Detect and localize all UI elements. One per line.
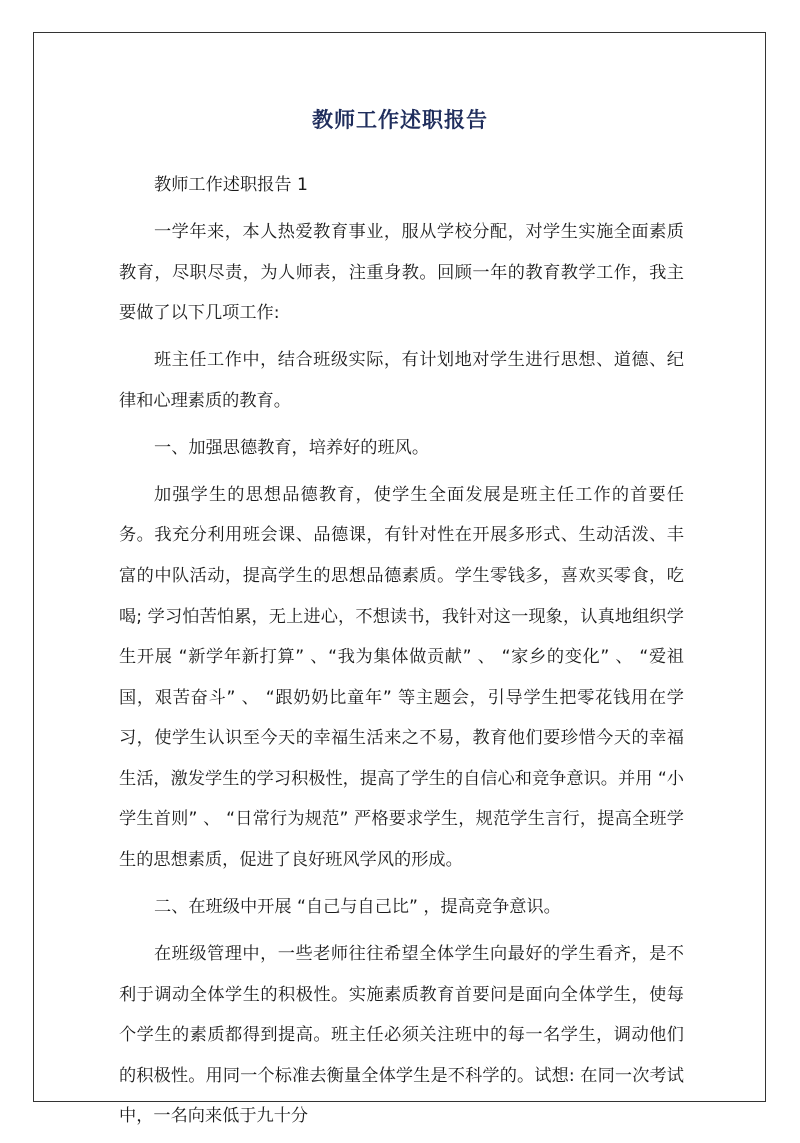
paragraph: 加强学生的思想品德教育，使学生全面发展是班主任工作的首要任务。我充分利用班会课、品德课，有针对性在开展多形式、生动活泼、丰富的中队活动，提高学生的思想品德素质。学生零钱多，喜欢买零食，吃喝; 学习怕苦怕累，无上进心，不想读书，我针对这一现象，认真地组织学生开展 “新学年新打算” 、“我为集体做贡献” 、 “家乡的变化” 、 “爱祖国，艰苦奋斗” 、 “跟奶奶比童年” 等主题会，引导学生把零花钱用在学习，使学生认识至今天的幸福生活来之不易，教育他们要珍惜今天的幸福生活，激发学生的学习积极性，提高了学生的自信心和竞争意识。并用 “小学生首则” 、 “日常行为规范” 严格要求学生，规范学生言行，提高全班学生的思想素质，促进了良好班风学风的形成。 [119,484,684,871]
paragraph: 一学年来，本人热爱教育事业，服从学校分配，对学生实施全面素质教育，尽职尽责，为人师表，注重身教。回顾一年的教育教学工作，我主要做了以下几项工作: [119,221,684,324]
document-body [119,165,684,1143]
section-heading: 教师工作述职报告 1 [154,175,308,195]
subheading: 二、在班级中开展 “自己与自己比” ，提高竞争意识。 [154,897,561,918]
subheading: 一、加强思德教育，培养好的班风。 [154,437,430,458]
paragraph: 班主任工作中，结合班级实际，有计划地对学生进行思想、道德、纪律和心理素质的教育。 [119,350,684,411]
page-title: 教师工作述职报告 [312,108,488,132]
paragraph: 在班级管理中，一些老师往往希望全体学生向最好的学生看齐，是不利于调动全体学生的积极性。实施素质教育首要问是面向全体学生，使每个学生的素质都得到提高。班主任必须关注班中的每一名学生，调动他们的积极性。用同一个标准去衡量全体学生是不科学的。试想: 在同一次考试中，一名向来低于九十分 [119,944,684,1127]
